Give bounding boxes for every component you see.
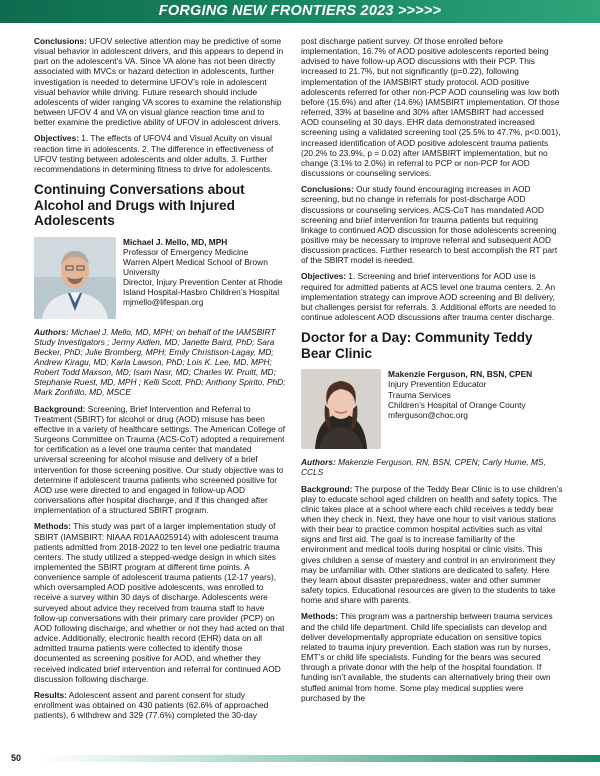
objectives-label-2: Objectives: bbox=[301, 271, 346, 282]
conclusions-paragraph-2 bbox=[301, 184, 563, 265]
author-title: Professor of Emergency Medicine bbox=[123, 246, 249, 257]
footer-gradient-bar bbox=[40, 755, 600, 762]
conclusions-text: UFOV selective attention may be predictive of some visual behavior in adolescent drivers, and this appears to depend in part on the adolescent’s VA. Since VA alone has not been directly associated with MVCs or hazard detection in adolescents, further investigation is needed to determine UFOV’s role in adolescent visual behavior while driving. Future research should include adolescents of wider ranging VA scores to examine the relationship between UFOV 4 and VA on visual glance reaction time and to better examine the predictive ability of UFOV in adolescent drivers. bbox=[34, 36, 284, 128]
author-photo-2 bbox=[301, 369, 381, 449]
results-paragraph bbox=[34, 690, 286, 720]
author-info-2 bbox=[388, 369, 532, 449]
background-text: Screening, Brief Intervention and Referral to Treatment (SBIRT) for alcohol or drug (AOD) misuse has been effective in a variety of healthcare settings. The American College of Surgeons Committee on Trauma (ACS-CoT) adopted a requirement for certification as a level one trauma center that mandated universal screening for alcohol misuse and delivery of a brief intervention for those screening positive. Our study objective was to determine if adolescent trauma patients who screened positive for AOD use were directed to and engaged in follow-up AOD conversations after hospital discharge, and if this changed after implementation of a structured SBIRT program. bbox=[34, 403, 286, 516]
authors-text-2: Makenzie Ferguson, RN, BSN, CPEN; Carly Hume, MS, CCLS bbox=[301, 457, 546, 478]
section-title-alcohol-drugs: Continuing Conversations about Alcohol and Drugs with Injured Adolescents bbox=[34, 182, 245, 229]
background-label: Background: bbox=[34, 403, 86, 414]
author-department-2: Trauma Services bbox=[388, 389, 451, 400]
author-email-2: mferguson@choc.org bbox=[388, 409, 468, 420]
methods-text: This study was part of a larger implementation study of SBIRT (IAMSBIRT: NIAAA R01AA025914) with adolescent trauma patients admitted from 2018-2022 to ten level one pediatric trauma centers. The study utilized a stepped-wedge design in which sites implemented the SBIRT program at different time points. A convenience sample of adolescent trauma patients (12-17 years), which oversampled AOD positive adolescents, was enrolled to receive a survey within 30 days of discharge. Adolescents were surveyed about advice they received from trauma staff to have follow-up conversations with their primary care provider (PCP) on AOD following discharge, and whether or not they had acted on that advice. Additionally, electronic health record (EHR) data on all admitted trauma patients were collected to identify those documented as screening positive for AOD, and whether they received indicated brief intervention and referral for continued AOD discussion following discharge. bbox=[34, 521, 285, 684]
conclusions-label: Conclusions: bbox=[34, 36, 87, 46]
authors-text: Michael J. Mello, MD, MPH; on behalf of the IAMSBIRT Study Investigators ; Jermy Aidlen, MD; Janette Baird, PhD; Sara Becker, PhD; Julie Bromberg, MPH; Emily Christison-Lagay, MD; Andrew Kiragu, MD; Karla Lawson, PhD; Lois K. Lee, MD, MPH; Robert Todd Maxson, MD; Isam Nasr, MD; Charles W. Pruitt, MD; Stephanie Ruest, MD, MPH ; Kelli Scott, PhD; Anthony Spirito, PhD; Mark Zonfrillo, MD, MSCE bbox=[34, 326, 286, 398]
author-title-2: Injury Prevention Educator bbox=[388, 379, 487, 390]
author-director: Director, Injury Prevention Center at Rhode Island Hospital-Hasbro Children’s Hospital bbox=[123, 277, 283, 298]
conclusions-paragraph bbox=[34, 36, 286, 127]
authors-label-2: Authors: bbox=[301, 457, 336, 468]
objectives-text: 1. The effects of UFOV4 and Visual Acuity on visual reaction time in adolescents. 2. The difference in effectiveness of UFOV testing between adolescents and older adults. 3. Further recommendations in determining fitness to drive for adolescents. bbox=[34, 133, 274, 174]
background-label-2: Background: bbox=[301, 483, 353, 494]
author-info bbox=[123, 237, 286, 319]
author-name-2: Makenzie Ferguson, RN, BSN, CPEN bbox=[388, 369, 533, 380]
authors-label: Authors: bbox=[34, 326, 69, 337]
objectives-paragraph-2 bbox=[301, 271, 563, 322]
author-photo bbox=[34, 237, 116, 319]
header-banner: FORGING NEW FRONTIERS 2023 >>>>> bbox=[0, 0, 600, 23]
objectives-paragraph bbox=[34, 133, 286, 174]
methods-label-2: Methods: bbox=[301, 611, 339, 622]
authors-paragraph bbox=[34, 327, 286, 398]
methods-label: Methods: bbox=[34, 521, 72, 532]
author-box-mello bbox=[34, 237, 286, 319]
results-label: Results: bbox=[34, 689, 67, 700]
methods-paragraph bbox=[34, 521, 286, 684]
results-continued-paragraph: post discharge patient survey. Of those enrolled before implementation, 16.7% of AOD positive adolescents reported being advised to have follow-up AOD discussions with their PCP. This increased to 21.7%, but not significantly (p=0.22), following implementation of the IAMSBIRT study protocol. AOD positive adolescents referred for other non-PCP AOD counseling was low both before (15.6%) and after (14.6%) IAMSBIRT implementation. Of those referred, 33% at baseline and 30% after IAMSBIRT had accessed AOD counseling at 30 days. EHR data demonstrated increased screening using a validated screening tool (25.5% to 47.7%, p<0.001), increased identification of AOD positive adolescent trauma patients (20.2% to 23.9%, p = 0.02) after IAMSBIRT implementation, but no change (3.1% to 2.0%) in referral to PCP or non-PCP for AOD discussions or counseling services. bbox=[301, 36, 561, 179]
authors-paragraph-2 bbox=[301, 457, 563, 477]
right-column bbox=[301, 36, 563, 709]
background-paragraph-2 bbox=[301, 484, 563, 606]
background-text-2: The purpose of the Teddy Bear Clinic is to use children’s play to educate school aged children on health and safety topics. The clinic takes place at a school where each child receives a teddy bear when they check in. Next, they have one hour to visit various stations with their bear to practice common hospital activities such as vital signs and first aid. The goal is to increase familiarity of the environment and medical tools during hospital or clinic visits. This gives children a sense of mastery and control in an environment they may be unfamiliar with. Other stations are dedicated to safety. Here they learn about disaster preparedness, water and other summer safety topics. Educational resources are given to the students to take home and share with parents. bbox=[301, 483, 563, 606]
author-box-ferguson bbox=[301, 369, 563, 449]
objectives-label: Objectives: bbox=[34, 133, 79, 144]
objectives-text-2: 1. Screening and brief interventions for AOD use is required for admitted patients at ACS level one trauma centers. 2. An implementation strategy can improve AOD screening and BI delivery, but challenges persist for referrals. 3. Additional efforts are needed to continue adolescent AOD discussions after trauma center discharge. bbox=[301, 271, 556, 323]
author-email: mjmello@lifespan.org bbox=[123, 297, 204, 308]
conclusions-label-2: Conclusions: bbox=[301, 184, 354, 195]
methods-text-2: This program was a partnership between trauma services and the child life department. Child life specialists can develop and deliver developmentally appropriate education on sensitive topics related to trauma injury prevention. Each station was run by nurses, EMT’s or child life specialists. Funding for the bears was secured through a private donor with the help of the hospital foundation. If funding isn’t available, the students can alternatively bring their own stuffed animal from home. Some play medical supplies were purchased by the bbox=[301, 611, 553, 703]
author-institution-2: Children’s Hospital of Orange County bbox=[388, 399, 526, 410]
results-text: Adolescent assent and parent consent for study enrollment was obtained on 430 patients (62.6% of approached patients), 6 withdrew and 329 (77.6%) completed the 30-day bbox=[34, 689, 269, 721]
background-paragraph bbox=[34, 404, 286, 516]
section-title-teddy-bear: Doctor for a Day: Community Teddy Bear Clinic bbox=[301, 330, 533, 361]
left-column bbox=[34, 36, 286, 726]
page-number: 50 bbox=[11, 753, 22, 763]
author-name: Michael J. Mello, MD, MPH bbox=[123, 236, 228, 247]
methods-paragraph-2 bbox=[301, 611, 563, 702]
author-institution: Warren Alpert Medical School of Brown University bbox=[123, 256, 268, 277]
conclusions-text-2: Our study found encouraging increases in AOD screening, but no change in referrals for post-discharge AOD discussions or counseling services. ACS-CoT has mandated AOD screening and brief intervention for trauma patients but requiring linkage to continued AOD discussion for those adolescents screening positive may be necessary to improve referral and subsequent AOD discussion practices. Further research to best accomplish the RT part of the SBIRT model is needed. bbox=[301, 184, 558, 266]
